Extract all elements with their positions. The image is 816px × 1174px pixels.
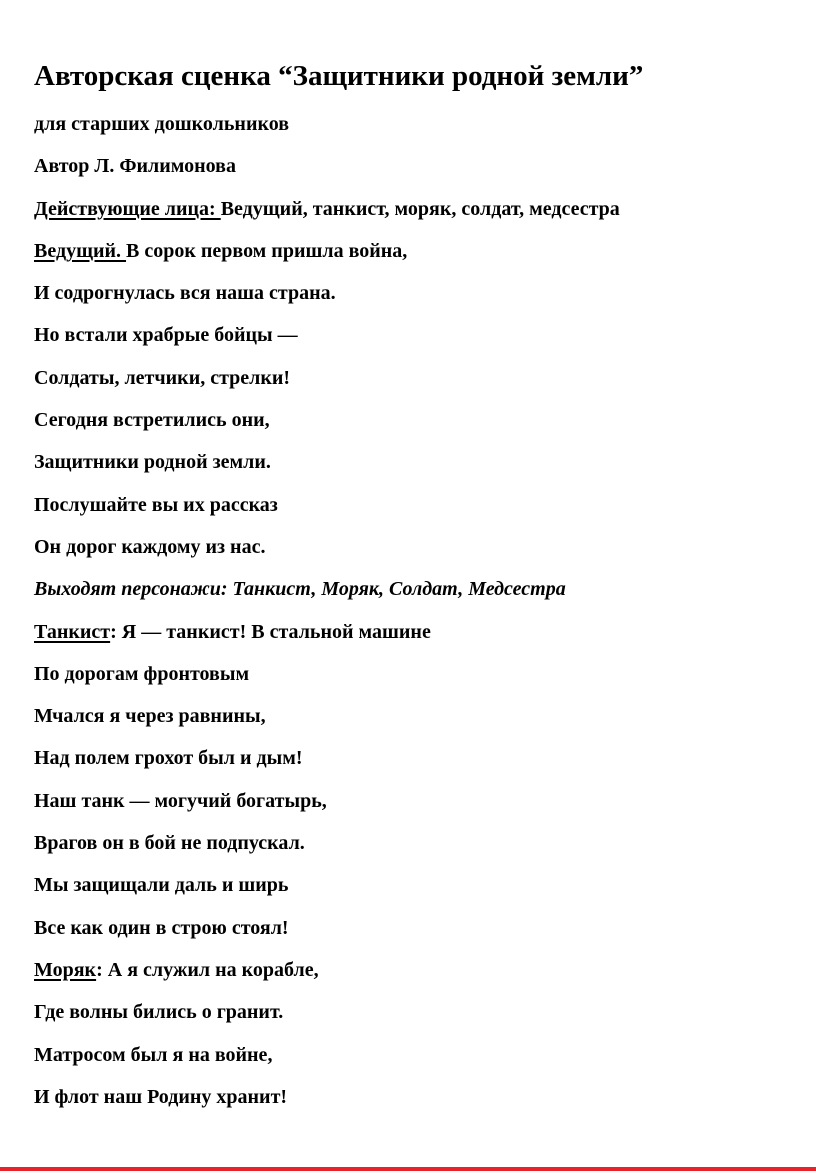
speaker-name: Танкист [34, 620, 111, 643]
script-line [34, 828, 794, 870]
script-line [34, 870, 794, 912]
script-lines [34, 109, 794, 1124]
line-text: Матросом был я на войне, [34, 1043, 273, 1066]
script-line [34, 955, 794, 997]
line-text: Наш танк — могучий богатырь, [34, 789, 327, 812]
line-text: Ведущий, танкист, моряк, солдат, медсестра [220, 197, 620, 220]
line-text: По дорогам фронтовым [34, 662, 250, 685]
line-text: Сегодня встретились они, [34, 409, 270, 432]
script-line [34, 236, 794, 278]
script-line [34, 447, 794, 489]
script-line [34, 109, 794, 151]
script-line [34, 659, 794, 701]
script-line [34, 194, 794, 236]
script-line [34, 151, 794, 193]
script-line [34, 913, 794, 955]
script-line [34, 1040, 794, 1082]
line-text: : А я служил на корабле, [96, 958, 319, 981]
script-line [34, 363, 794, 405]
script-line [34, 786, 794, 828]
line-text: Мчался я через равнины, [34, 705, 266, 728]
script-line [34, 320, 794, 362]
line-text: В сорок первом пришла война, [126, 239, 408, 262]
document-title: Авторская сценка “Защитники родной земли” [34, 60, 644, 92]
line-text: для старших дошкольников [34, 113, 290, 135]
script-line [34, 743, 794, 785]
line-text: Выходят персонажи: Танкист, Моряк, Солдат, Медсестра [34, 578, 566, 601]
line-text: Послушайте вы их рассказ [34, 493, 278, 516]
line-text: : Я — танкист! В стальной машине [110, 620, 431, 643]
line-text: Над полем грохот был и дым! [34, 747, 303, 770]
speaker-name: Действующие лица: [34, 197, 221, 220]
script-line [34, 997, 794, 1039]
speaker-name: Ведущий. [34, 239, 127, 262]
script-line [34, 490, 794, 532]
script-line [34, 405, 794, 447]
script-line [34, 278, 794, 320]
speaker-name: Моряк [34, 958, 97, 981]
line-text: Все как один в строю стоял! [34, 916, 289, 939]
script-line [34, 617, 794, 659]
line-text: Мы защищали даль и ширь [34, 874, 289, 897]
script-line [34, 701, 794, 743]
line-text: Он дорог каждому из нас. [34, 535, 266, 558]
line-text: Врагов он в бой не подпускал. [34, 832, 305, 855]
script-line [34, 532, 794, 574]
line-text: И флот наш Родину хранит! [34, 1085, 288, 1108]
line-text: Но встали храбрые бойцы — [34, 324, 298, 347]
line-text: И содрогнулась вся наша страна. [34, 282, 336, 305]
bottom-rule [0, 1167, 816, 1171]
line-text: Где волны бились о гранит. [34, 1001, 284, 1024]
line-text: Солдаты, летчики, стрелки! [34, 366, 291, 389]
script-line [34, 1082, 794, 1124]
line-text: Защитники родной земли. [34, 451, 271, 474]
script-line [34, 574, 794, 616]
line-text: Автор Л. Филимонова [34, 155, 236, 178]
